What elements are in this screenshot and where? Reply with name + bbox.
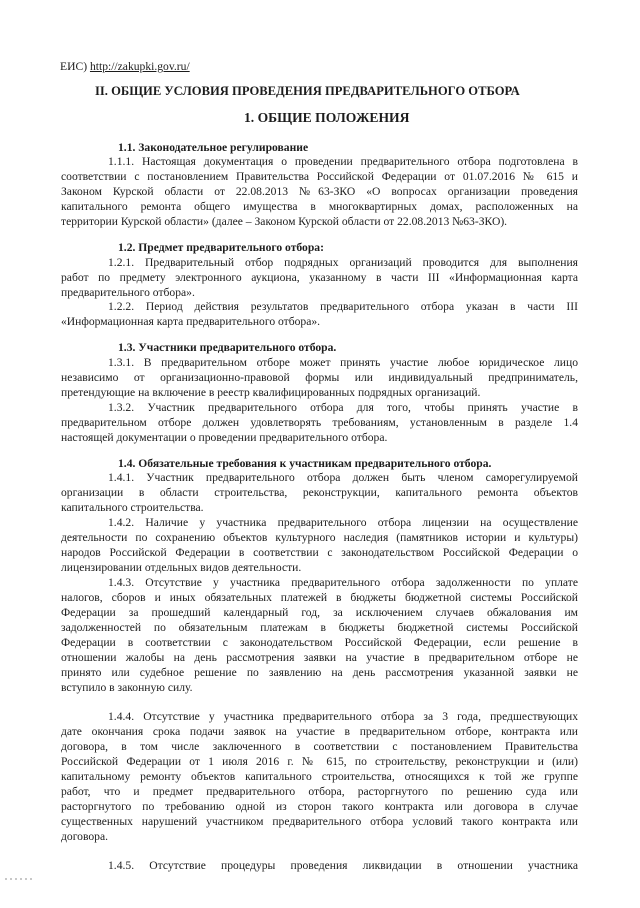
paragraph-line: территории Курской области» (далее – Законом Курской области от 22.08.2013 №63-ЗКО). [61,215,508,228]
paragraph-line: договора, в том числе заключенного в соответствии с постановлением Правительства [61,740,578,753]
paragraph-line: 1.4.5. Отсутствие процедуры проведения ликвидации в отношении участника [108,859,578,872]
paragraph-line: лицензировании отдельных видов деятельности. [61,561,302,574]
heading-1-2: 1.2. Предмет предварительного отбора: [118,241,324,254]
paragraph-line: настоящей документации о проведении предварительного отбора. [61,431,388,444]
eis-reference-line [60,60,190,74]
paragraph-line: существенных нарушений участником предварительного отбора условий такого контракта или [61,815,578,828]
paragraph-line: деятельности по сохранению объектов культурного наследия (памятников истории и культуры) [61,531,578,544]
paragraph-line: капитального строительства. [61,501,204,514]
paragraph-line: вступило в законную силу. [61,681,193,694]
paragraph-line: 1.4.2. Наличие у участника предварительного отбора лицензии на осуществление [108,516,578,529]
paragraph-line: «Информационная карта предварительного отбора». [61,315,321,328]
paragraph-line: дате окончания срока подачи заявок на участие в предварительном отборе, контракта или [61,725,578,738]
paragraph-line: принято или судебное решение по заявлению на день рассмотрения указанной заявки не [61,666,578,679]
paragraph-line: договора. [61,830,108,843]
paragraph-line: налогов, сборов и иных обязательных платежей в бюджеты бюджетной системы Российской [61,591,578,604]
paragraph-line: работ по предмету электронного аукциона, указанному в части III «Информационная карта [61,271,578,284]
heading-1-3: 1.3. Участники предварительного отбора. [118,341,337,354]
paragraph-line: Российской Федерации от 1 июля 2016 г. № 615, по строительству, реконструкции и (или) [61,755,578,768]
paragraph-line: 1.3.1. В предварительном отборе может принять участие любое юридическое лицо [108,356,578,369]
paragraph-line: соответствии с постановлением Правительства Российской Федерации от 01.07.2016 № 615 и [61,170,578,183]
scan-artifact [5,878,35,880]
paragraph-line: Федерации за прошедший календарный год, за исключением случаев обжалования им [61,606,578,619]
heading-1-4: 1.4. Обязательные требования к участникам предварительного отбора. [118,457,492,470]
section-subtitle: 1. ОБЩИЕ ПОЛОЖЕНИЯ [244,110,410,125]
paragraph-line: 1.4.1. Участник предварительного отбора должен быть членом саморегулируемой [108,471,578,484]
paragraph-line: работ, что и предмет предварительного отбора, расторгнутого по решению суда или [61,785,578,798]
paragraph-line: народов Российской Федерации в соответствии с законодательством Российской Федерации о [61,546,578,559]
section-title: II. ОБЩИЕ УСЛОВИЯ ПРОВЕДЕНИЯ ПРЕДВАРИТЕЛЬНОГО ОТБОРА [95,84,520,98]
paragraph-line: отношении жалобы на день рассмотрения заявки на участие в предварительном отборе не [61,651,578,664]
paragraph-line: независимо от организационно-правовой формы или индивидуальный предприниматель, [61,371,578,384]
paragraph-line: 1.1.1. Настоящая документация о проведении предварительного отбора подготовлена в [108,155,578,168]
paragraph-line: расторгнутого по требованию одной из сторон такого контракта или договора в случае [61,800,578,813]
paragraph-line: задолженностей по обязательным платежам в бюджеты бюджетной системы Российской [61,621,578,634]
paragraph-line: Законом Курской области от 22.08.2013 №63-ЗКО «О вопросах организации проведения [61,185,578,198]
eis-prefix: ЕИС) [60,60,90,73]
paragraph-line: организации в области строительства, реконструкции, капитального ремонта объектов [61,486,578,499]
paragraph-line: Федерации в соответствии с законодательством Российской Федерации, если решение в [61,636,578,649]
paragraph-line: 1.4.3. Отсутствие у участника предварительного отбора задолженности по уплате [108,576,578,589]
paragraph-line: капитального ремонта общего имущества в многоквартирных домах, расположенных на [61,200,578,213]
paragraph-line: предварительном отборе должен удовлетворять требованиям, установленным в разделе 1.4 [61,416,578,429]
paragraph-line: 1.3.2. Участник предварительного отбора для того, чтобы принять участие в [108,401,578,414]
paragraph-line: предварительного отбора». [61,286,195,299]
heading-1-1: 1.1. Законодательное регулирование [118,141,309,154]
paragraph-line: 1.2.2. Период действия результатов предварительного отбора указан в части III [108,300,578,313]
paragraph-line: 1.4.4. Отсутствие у участника предварительного отбора за 3 года, предшествующих [108,710,578,723]
paragraph-line: капитальному ремонту объектов капитального строительства, относящихся к той же группе [61,770,578,783]
paragraph-line: претендующие на включение в реестр квалифицированных подрядных организаций. [61,386,481,399]
zakupki-link[interactable]: http://zakupki.gov.ru/ [89,60,190,73]
paragraph-line: 1.2.1. Предварительный отбор подрядных организаций проводится для выполнения [108,256,578,269]
